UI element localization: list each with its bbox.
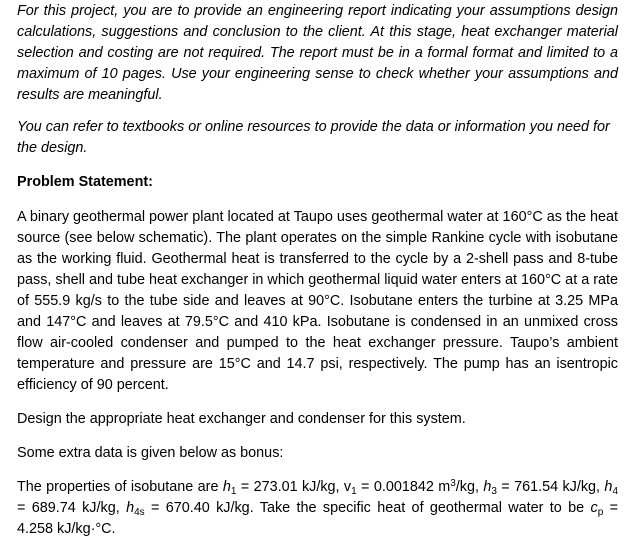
extra-data-note: Some extra data is given below as bonus: [17, 445, 284, 461]
h4s-subscript: 4s [134, 507, 145, 518]
problem-statement-paragraph: A binary geothermal power plant located at Taupo uses geothermal water at 160°C as the heat source (see below schematic). The plant operates on the simple Rankine cycle with isobutane as the working fluid. Geothermal heat is transferred to the cycle by a 2-shell pass and 8-tube pass, shell and tube heat exchanger in which geothermal liquid water enters at 160°C at a rate of 555.9 kg/s to the tube side and leaves at 90°C. Isobutane enters the turbine at 3.25 MPa and 147°C and leaves at 79.5°C and 410 kPa. Isobutane is condensed in an unmixed cross flow air-cooled condenser and pumped to the heat exchanger pressure. Taupo’s ambient temperature and pressure are 15°C and 14.7 psi, respectively. The pump has an isentropic efficiency of 90 percent. [17, 209, 618, 393]
v1-symbol: v [343, 479, 352, 495]
intro-paragraph: For this project, you are to provide an engineering report indicating your assumptions design calculations, suggestions and conclusion to the client. At this stage, heat exchanger material selection and costing are not required. The report must be in a formal format and limited to a maximum of 10 pages. Use your engineering sense to check whether your assumptions and results are meaningful. [17, 3, 618, 103]
cp-value: = 4.258 kJ/kg·°C. [17, 500, 619, 537]
properties-lead: The properties of isobutane are [17, 479, 219, 495]
design-instruction: Design the appropriate heat exchanger and condenser for this system. [17, 411, 466, 427]
h1-subscript: 1 [230, 486, 237, 497]
h4s-value: = 670.40 kJ/kg. Take the specific heat of geothermal water to be [144, 500, 591, 516]
v1-subscript: 1 [351, 486, 357, 497]
cp-subscript: p [597, 507, 604, 518]
h3-symbol: h [483, 479, 492, 495]
h4-symbol: h [604, 479, 613, 495]
h4s-symbol: h [126, 500, 135, 516]
h1-symbol: h [222, 479, 231, 495]
h1-value: = 273.01 kJ/kg, [236, 479, 344, 495]
problem-statement-heading: Problem Statement: [17, 174, 153, 190]
h3-value: = 761.54 kJ/kg, [496, 479, 605, 495]
cp-symbol: c [590, 500, 598, 516]
v1-unit: /kg, [455, 479, 484, 495]
h4-value: = 689.74 kJ/kg, [17, 500, 127, 516]
v1-superscript: 3 [450, 478, 456, 489]
resources-paragraph: You can refer to textbooks or online resources to provide the data or information you need for the design. [17, 119, 610, 156]
v1-value: = 0.001842 m [356, 479, 451, 495]
h4-subscript: 4 [612, 486, 618, 497]
h3-subscript: 3 [491, 486, 497, 497]
